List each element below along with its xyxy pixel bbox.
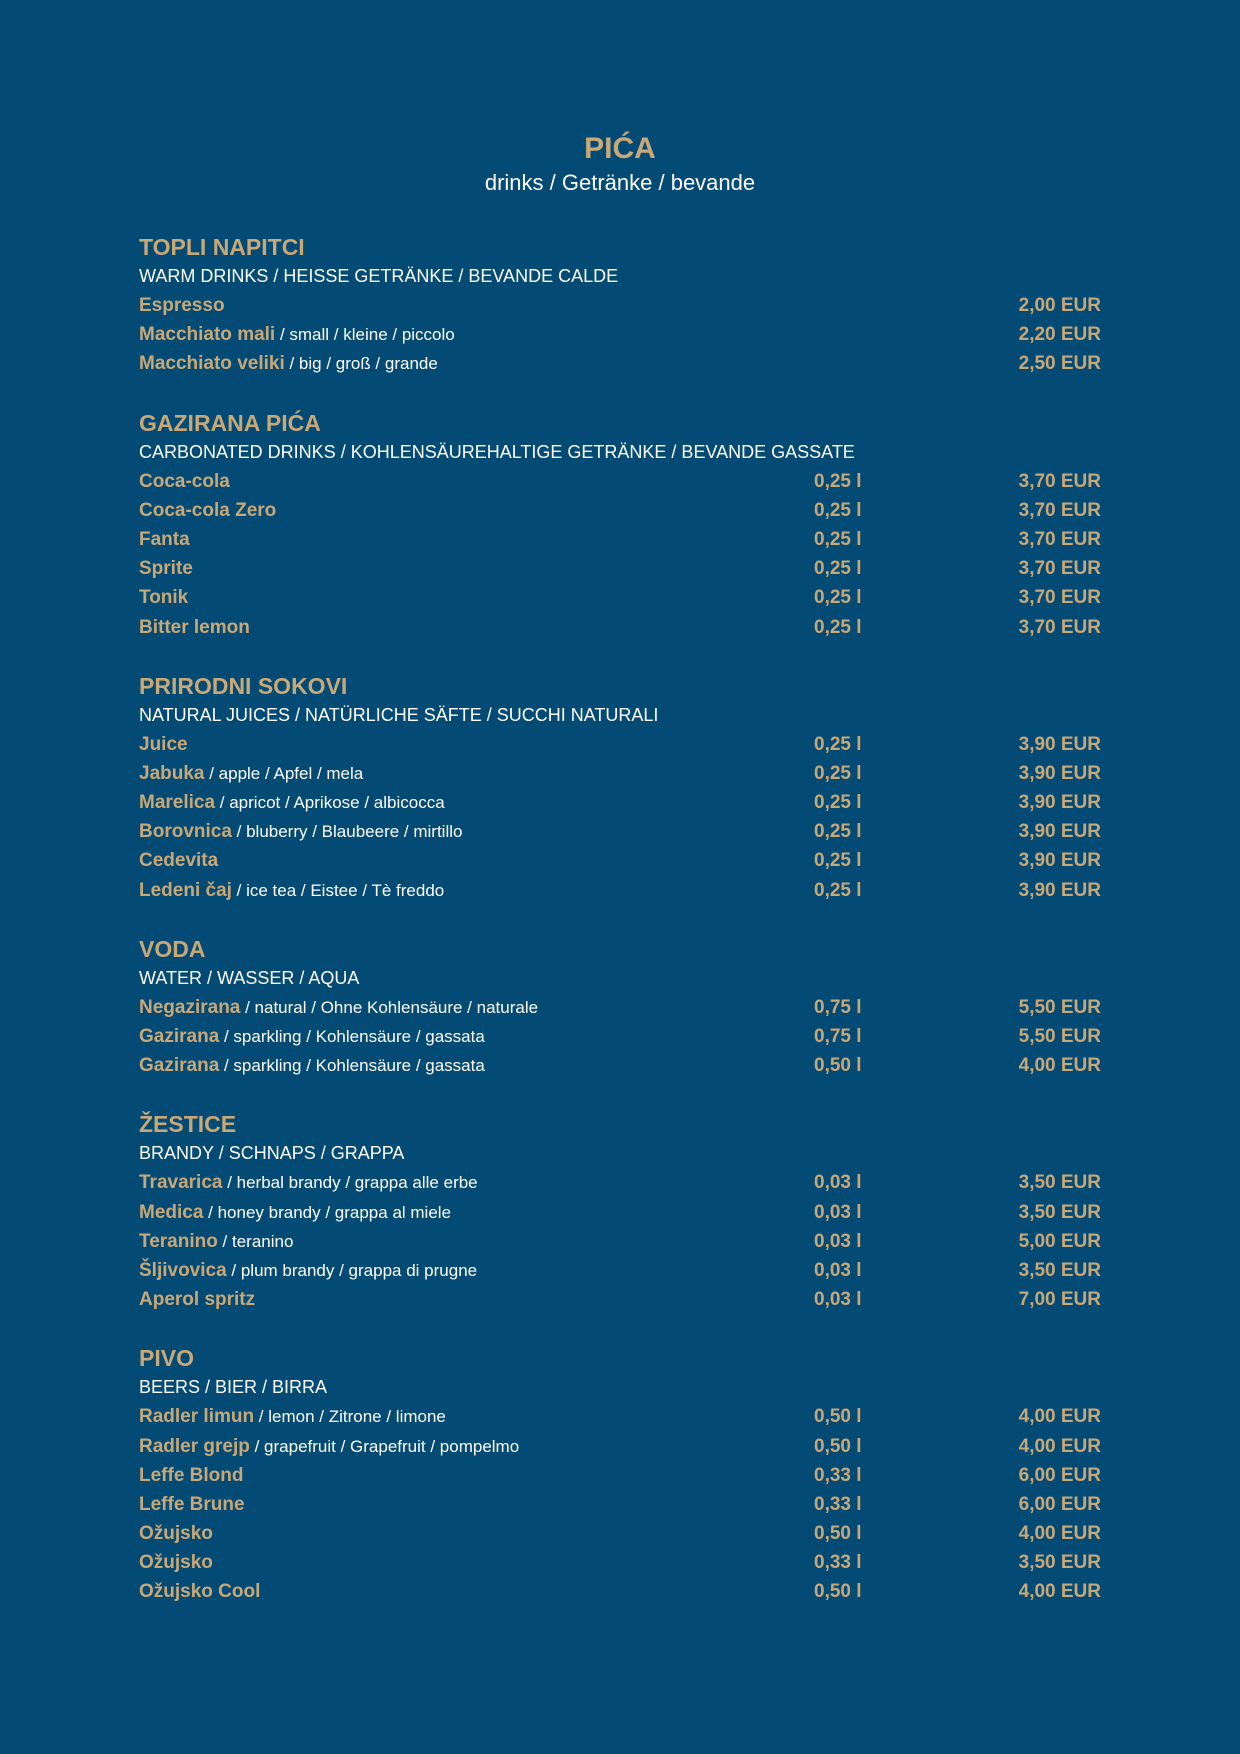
item-volume: 0,25 l [814, 587, 862, 609]
item-name: Espresso [139, 295, 225, 316]
item-name: Aperol spritz [139, 1289, 256, 1311]
item-description: / big / groß / grande [284, 354, 438, 374]
menu-item [139, 583, 1101, 612]
menu-section [139, 1109, 1101, 1314]
item-description: / sparkling / Kohlensäure / gassata [219, 1027, 485, 1046]
item-volume: 0,50 l [814, 1523, 862, 1545]
item-name: Borovnica [139, 821, 232, 843]
item-price: 3,70 EUR [1018, 470, 1101, 492]
item-volume: 0,25 l [814, 879, 862, 901]
menu-item [139, 876, 1101, 905]
section-title: PRIRODNI SOKOVI [139, 672, 348, 699]
menu-item [139, 1198, 1101, 1227]
menu-item [139, 613, 1101, 642]
item-name: Sprite [139, 558, 193, 580]
item-price: 4,00 EUR [1018, 1581, 1101, 1603]
item-name: Ožujsko Cool [139, 1581, 261, 1603]
item-description: / herbal brandy / grappa alle erbe [222, 1173, 478, 1193]
item-price: 3,70 EUR [1018, 558, 1101, 580]
item-price: 3,90 EUR [1018, 850, 1101, 872]
item-name: Fanta [139, 528, 190, 550]
item-description: / honey brandy / grappa al miele [203, 1202, 452, 1222]
item-volume: 0,25 l [814, 821, 862, 843]
item-name: Macchiato veliki [139, 353, 285, 375]
item-price: 3,70 EUR [1018, 587, 1101, 609]
item-description: / bluberry / Blaubeere / mirtillo [231, 822, 463, 842]
item-price: 3,50 EUR [1018, 1552, 1101, 1574]
section-title: TOPLI NAPITCI [139, 234, 305, 260]
section-subtitle: BRANDY / SCHNAPS / GRAPPA [139, 1143, 405, 1164]
item-price: 3,70 EUR [1018, 499, 1101, 521]
item-volume: 0,25 l [814, 762, 862, 784]
menu-item [139, 496, 1101, 525]
item-volume: 0,75 l [814, 1026, 862, 1047]
item-price: 4,00 EUR [1018, 1055, 1101, 1077]
item-name: Gazirana [139, 1055, 220, 1077]
item-volume: 0,25 l [814, 850, 862, 872]
item-name: Juice [139, 733, 188, 755]
item-volume: 0,33 l [814, 1552, 862, 1574]
item-name: Radler grejp [139, 1435, 250, 1457]
item-price: 7,00 EUR [1018, 1289, 1101, 1311]
item-price: 4,00 EUR [1018, 1435, 1101, 1457]
item-volume: 0,50 l [814, 1581, 862, 1603]
menu-item [139, 759, 1101, 788]
menu-section [139, 408, 1101, 642]
item-volume: 0,25 l [814, 792, 862, 814]
item-price: 3,70 EUR [1018, 528, 1101, 550]
item-price: 3,70 EUR [1018, 616, 1101, 638]
menu-item [139, 291, 1101, 320]
item-volume: 0,33 l [814, 1493, 862, 1515]
item-name: Leffe Blond [139, 1464, 244, 1486]
item-description: / apricot / Aprikose / albicocca [215, 793, 445, 813]
item-name: Gazirana [139, 1026, 220, 1047]
menu-item [139, 554, 1101, 583]
item-name: Leffe Brune [139, 1493, 245, 1515]
menu-item [139, 846, 1101, 875]
item-volume: 0,03 l [814, 1289, 862, 1311]
item-price: 5,50 EUR [1018, 996, 1101, 1018]
item-volume: 0,25 l [814, 733, 862, 755]
item-price: 3,50 EUR [1018, 1259, 1101, 1281]
menu-item [139, 1256, 1101, 1285]
section-subtitle: WARM DRINKS / HEISSE GETRÄNKE / BEVANDE CALDE [139, 266, 619, 286]
item-price: 3,50 EUR [1018, 1172, 1101, 1194]
item-name: Jabuka [139, 762, 205, 784]
menu-item [139, 349, 1101, 378]
item-description: / grapefruit / Grapefruit / pompelmo [249, 1436, 520, 1456]
menu-item [139, 993, 1101, 1022]
item-price: 4,00 EUR [1018, 1406, 1101, 1428]
section-subtitle: CARBONATED DRINKS / KOHLENSÄUREHALTIGE GETRÄNKE / BEVANDE GASSATE [139, 441, 855, 462]
menu-item [139, 1519, 1101, 1548]
item-name: Radler limun [139, 1406, 255, 1428]
item-name: Šljivovica [139, 1259, 227, 1281]
section-title: VODA [139, 935, 206, 962]
item-price: 3,90 EUR [1018, 879, 1101, 901]
section-subtitle: WATER / WASSER / AQUA [139, 967, 360, 988]
item-name: Marelica [139, 792, 216, 814]
menu-item [139, 1285, 1101, 1314]
menu-section [139, 232, 1101, 379]
item-name: Negazirana [139, 996, 241, 1018]
item-description: / lemon / Zitrone / limone [254, 1407, 446, 1427]
item-volume: 0,75 l [814, 996, 862, 1018]
item-volume: 0,33 l [814, 1464, 862, 1486]
menu-item [139, 1490, 1101, 1519]
item-price: 2,00 EUR [1018, 295, 1101, 316]
item-price: 3,90 EUR [1018, 762, 1101, 784]
menu-item [139, 1402, 1101, 1431]
page-subtitle: drinks / Getränke / bevande [484, 170, 756, 195]
menu-list [139, 232, 1101, 1636]
item-volume: 0,03 l [814, 1259, 862, 1281]
menu-item [139, 525, 1101, 554]
item-description: / sparkling / Kohlensäure / gassata [219, 1056, 485, 1076]
section-subtitle: BEERS / BIER / BIRRA [139, 1377, 328, 1398]
section-title: PIVO [139, 1345, 194, 1372]
item-description: / ice tea / Eistee / Tè freddo [231, 880, 445, 900]
menu-section [139, 934, 1101, 1081]
menu-item [139, 1022, 1101, 1051]
item-description: / teranino [217, 1231, 294, 1251]
item-volume: 0,03 l [814, 1201, 862, 1223]
menu-item [139, 1577, 1101, 1606]
item-price: 6,00 EUR [1018, 1493, 1101, 1515]
menu-item [139, 1432, 1101, 1461]
menu-section [139, 1343, 1101, 1606]
item-name: Coca-cola Zero [139, 499, 277, 521]
item-price: 3,90 EUR [1018, 733, 1101, 755]
menu-item [139, 730, 1101, 759]
section-subtitle: NATURAL JUICES / NATÜRLICHE SÄFTE / SUCCHI NATURALI [139, 704, 659, 725]
item-name: Coca-cola [139, 470, 230, 492]
item-name: Tonik [139, 587, 189, 609]
item-volume: 0,25 l [814, 528, 862, 550]
item-price: 4,00 EUR [1018, 1523, 1101, 1545]
menu-item [139, 1548, 1101, 1577]
item-name: Travarica [139, 1172, 223, 1194]
menu-section [139, 671, 1101, 905]
section-title: GAZIRANA PIĆA [139, 409, 321, 436]
menu-item [139, 1168, 1101, 1197]
item-name: Medica [139, 1201, 204, 1223]
item-volume: 0,50 l [814, 1406, 862, 1428]
item-price: 2,20 EUR [1018, 324, 1101, 346]
item-price: 2,50 EUR [1018, 353, 1101, 375]
section-title: ŽESTICE [139, 1111, 237, 1138]
item-volume: 0,25 l [814, 499, 862, 521]
item-price: 3,50 EUR [1018, 1201, 1101, 1223]
menu-item [139, 1461, 1101, 1490]
menu-item [139, 320, 1101, 349]
menu-item [139, 788, 1101, 817]
item-price: 6,00 EUR [1018, 1464, 1101, 1486]
item-volume: 0,03 l [814, 1230, 862, 1252]
item-description: / natural / Ohne Kohlensäure / naturale [240, 997, 539, 1017]
item-name: Teranino [139, 1230, 218, 1252]
item-volume: 0,03 l [814, 1172, 862, 1194]
menu-item [139, 1051, 1101, 1080]
menu-item [139, 817, 1101, 846]
item-price: 5,50 EUR [1018, 1026, 1101, 1047]
item-description: / plum brandy / grappa di prugne [226, 1260, 478, 1280]
item-name: Cedevita [139, 850, 219, 872]
item-volume: 0,50 l [814, 1435, 862, 1457]
item-description: / small / kleine / piccolo [275, 325, 455, 345]
page-title: PIĆA [584, 132, 656, 165]
item-name: Ožujsko [139, 1552, 213, 1574]
menu-item [139, 1227, 1101, 1256]
item-volume: 0,25 l [814, 558, 862, 580]
item-description: / apple / Apfel / mela [204, 763, 364, 783]
item-name: Ožujsko [139, 1523, 213, 1545]
item-name: Ledeni čaj [139, 879, 232, 901]
item-price: 3,90 EUR [1018, 821, 1101, 843]
item-name: Macchiato mali [139, 324, 276, 346]
item-volume: 0,25 l [814, 616, 862, 638]
item-name: Bitter lemon [139, 616, 250, 638]
item-price: 5,00 EUR [1018, 1230, 1101, 1252]
menu-item [139, 467, 1101, 496]
item-volume: 0,50 l [814, 1055, 862, 1077]
item-price: 3,90 EUR [1018, 792, 1101, 814]
item-volume: 0,25 l [814, 470, 862, 492]
